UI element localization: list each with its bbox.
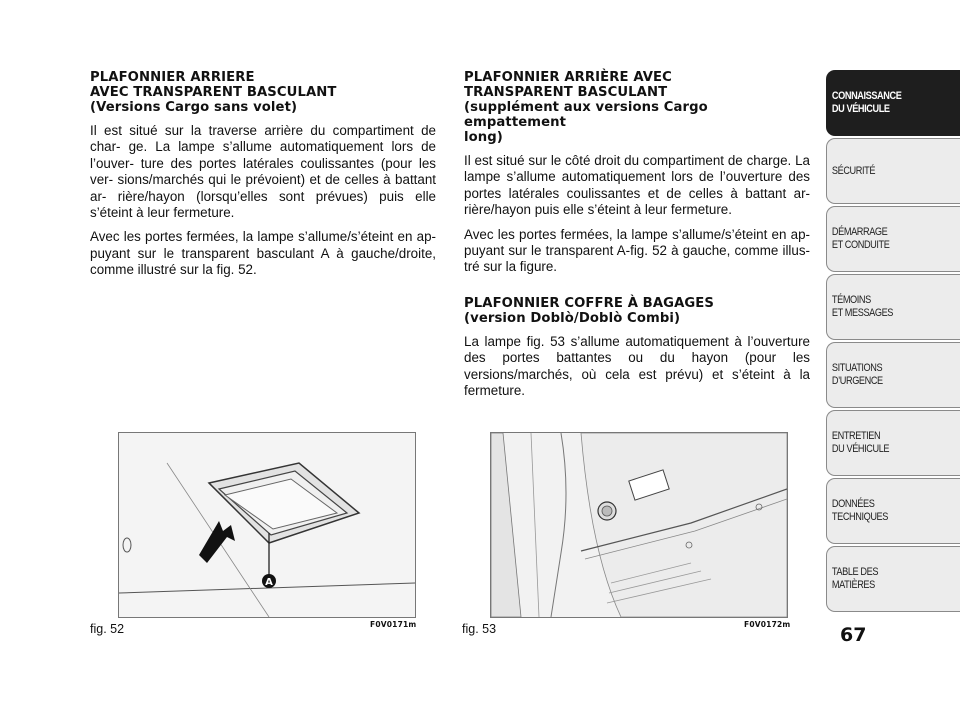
figure-52-caption: fig. 52: [90, 622, 125, 636]
rear-ceiling-lamp-illustration: [119, 433, 415, 617]
paragraph: Avec les portes fermées, la lampe s’allume/s’éteint en ap- puyant sur le transparent basculant A à gauche/droite, comme illustré sur la fig. 52.: [90, 229, 436, 278]
paragraph: Il est situé sur la traverse arrière du compartiment de char- ge. La lampe s’allume automatiquement lors de l’ouver- ture des portes latérales coulissantes (pour les ver- sions/marchés qui le prévoient) et de celles à battant ar- rière/hayon (lorsqu’elles sont prévues) puis elle s’éteint à leur fermeture.: [90, 123, 436, 221]
tab-label: DONNÉES TECHNIQUES: [831, 498, 888, 523]
callout-label-a: A: [265, 577, 273, 588]
figure-52-code: F0V0171m: [370, 620, 417, 629]
chapter-tabs: [826, 70, 960, 614]
tab-label: TÉMOINS ET MESSAGES: [831, 294, 894, 319]
tab-situations-durgence[interactable]: [826, 342, 960, 408]
section-heading-plafonnier-arriere-avec: PLAFONNIER ARRIÈRE AVEC TRANSPARENT BASCULANT (supplément aux versions Cargo empattement long): [464, 70, 708, 145]
tab-label: CONNAISSANCE DU VÉHICULE: [831, 90, 902, 115]
figure-52-image: [118, 432, 416, 618]
tab-label: SITUATIONS D’URGENCE: [831, 362, 883, 387]
tab-label: TABLE DES MATIÈRES: [831, 566, 879, 591]
luggage-compartment-lamp-illustration: [491, 433, 787, 617]
right-column: [464, 70, 810, 407]
tab-label: ENTRETIEN DU VÉHICULE: [831, 430, 890, 455]
tab-connaissance-du-vehicule[interactable]: [826, 70, 960, 136]
paragraph: La lampe fig. 53 s’allume automatiquement à l’ouverture des portes battantes ou du hayon (pour les versions/marchés, où cela est prévu) et s’éteint à la fermeture.: [464, 333, 810, 399]
paragraph: Avec les portes fermées, la lampe s’allume/s’éteint en ap- puyant sur le transparent A-fig. 52 à gauche, comme illus- tré sur la figure.: [464, 226, 810, 275]
figure-53-caption: fig. 53: [462, 622, 497, 636]
tab-securite[interactable]: [826, 138, 960, 204]
tab-temoins-et-messages[interactable]: [826, 274, 960, 340]
tab-label: SÉCURITÉ: [831, 164, 876, 177]
paragraph: Il est situé sur le côté droit du compartiment de charge. La lampe s’allume automatiquement lors de l’ouverture des portes latérales coulissantes et de celles à battant ar- rière/hayon puis elle s’éteint à leur fermeture.: [464, 153, 810, 218]
page-number: 67: [840, 624, 867, 646]
figure-53-code: F0V0172m: [744, 620, 791, 629]
tab-entretien-du-vehicule[interactable]: [826, 410, 960, 476]
figure-53-image: [490, 432, 788, 618]
tab-demarrage-et-conduite[interactable]: [826, 206, 960, 272]
tab-label: DÉMARRAGE ET CONDUITE: [831, 226, 890, 251]
section-heading-plafonnier-coffre: PLAFONNIER COFFRE À BAGAGES (version Doblò/Doblò Combi): [464, 295, 715, 326]
tab-table-des-matieres[interactable]: [826, 546, 960, 612]
section-heading-plafonnier-arriere: PLAFONNIER ARRIERE AVEC TRANSPARENT BASCULANT (Versions Cargo sans volet): [90, 70, 337, 115]
left-column: [90, 70, 436, 287]
tab-donnees-techniques[interactable]: [826, 478, 960, 544]
